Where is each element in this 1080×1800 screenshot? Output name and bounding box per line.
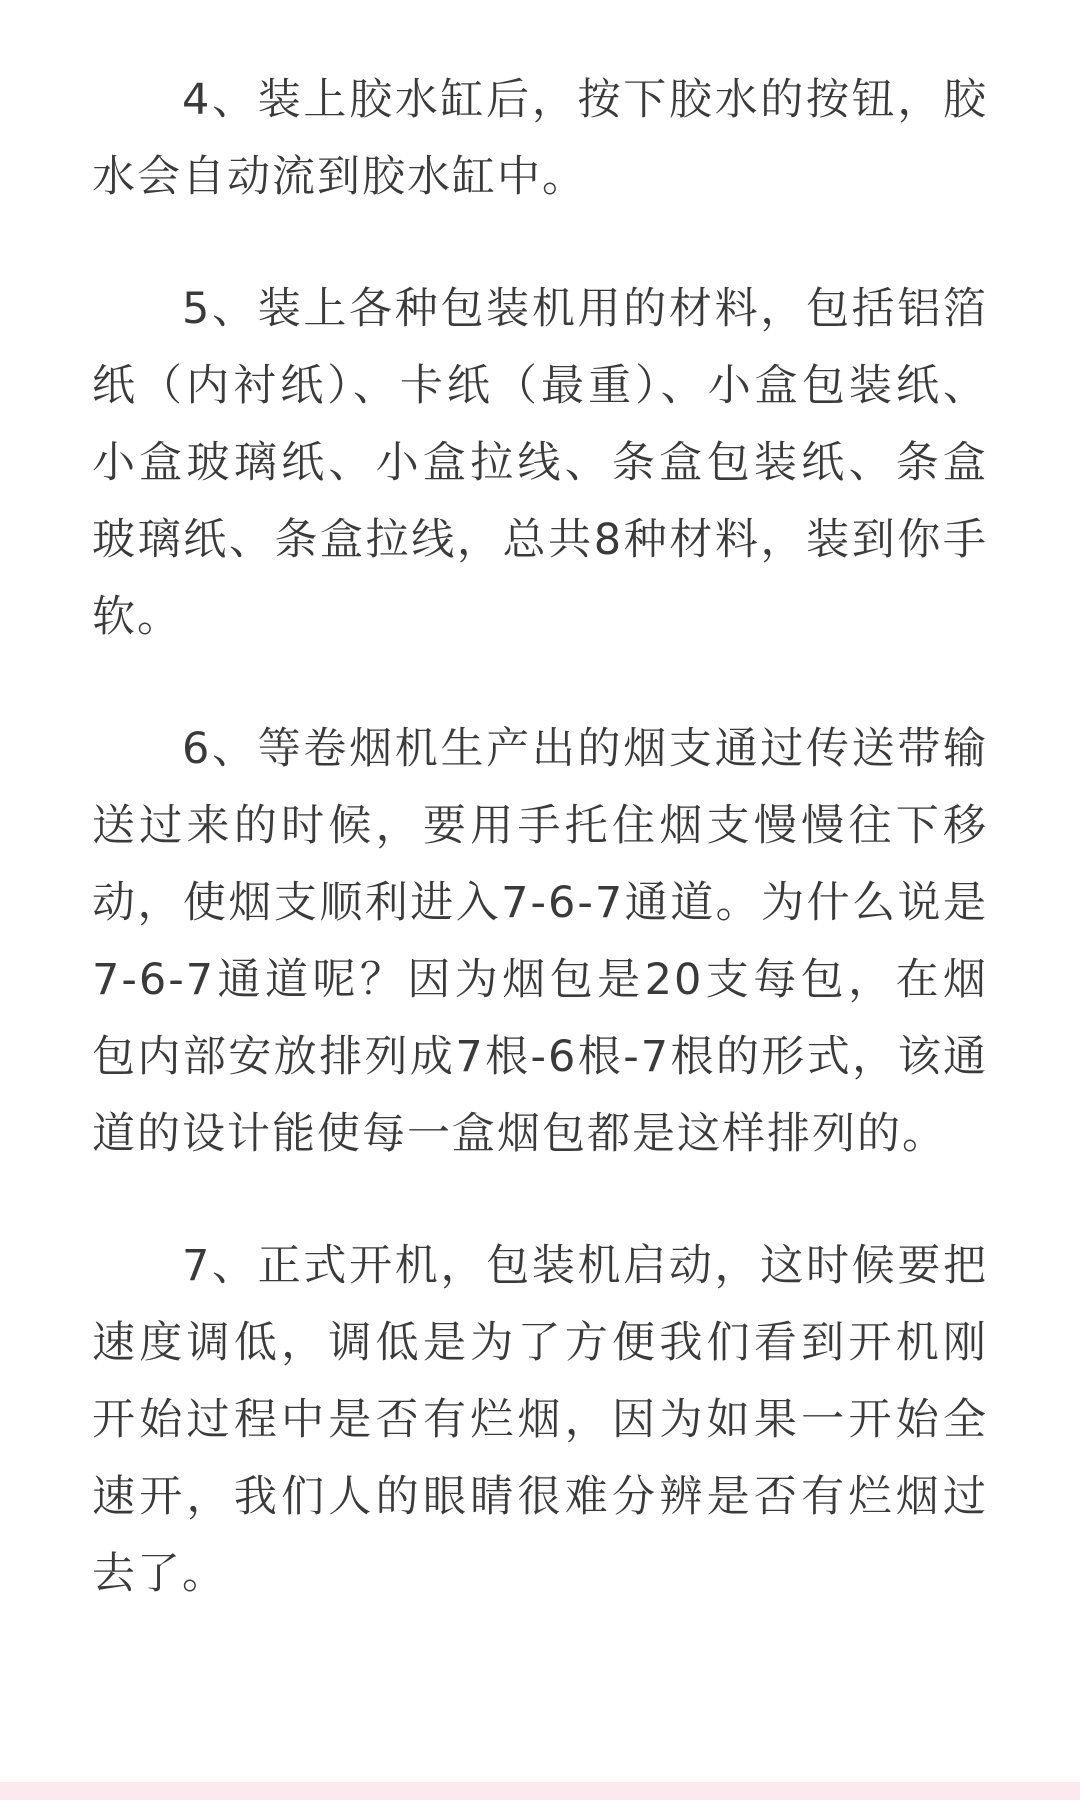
- paragraph-step-5: 5、装上各种包装机用的材料，包括铝箔纸（内衬纸）、卡纸（最重）、小盒包装纸、小盒玻璃纸、小盒拉线、条盒包装纸、条盒玻璃纸、条盒拉线，总共8种材料，装到你手软。: [92, 284, 988, 642]
- paragraph-step-6: 6、等卷烟机生产出的烟支通过传送带输送过来的时候，要用手托住烟支慢慢往下移动，使烟支顺利进入7-6-7通道。为什么说是7-6-7通道呢？因为烟包是20支每包，在烟包内部安放排列成7根-6根-7根的形式，该通道的设计能使每一盒烟包都是这样排列的。: [92, 724, 988, 1159]
- footer-decorative-band: [0, 1782, 1080, 1800]
- paragraph-step-7: 7、正式开机，包装机启动，这时候要把速度调低，调低是为了方便我们看到开机刚开始过程中是否有烂烟，因为如果一开始全速开，我们人的眼睛很难分辨是否有烂烟过去了。: [92, 1241, 988, 1599]
- paragraph-step-4: 4、装上胶水缸后，按下胶水的按钮，胶水会自动流到胶水缸中。: [92, 75, 988, 202]
- article-body: [92, 62, 988, 1668]
